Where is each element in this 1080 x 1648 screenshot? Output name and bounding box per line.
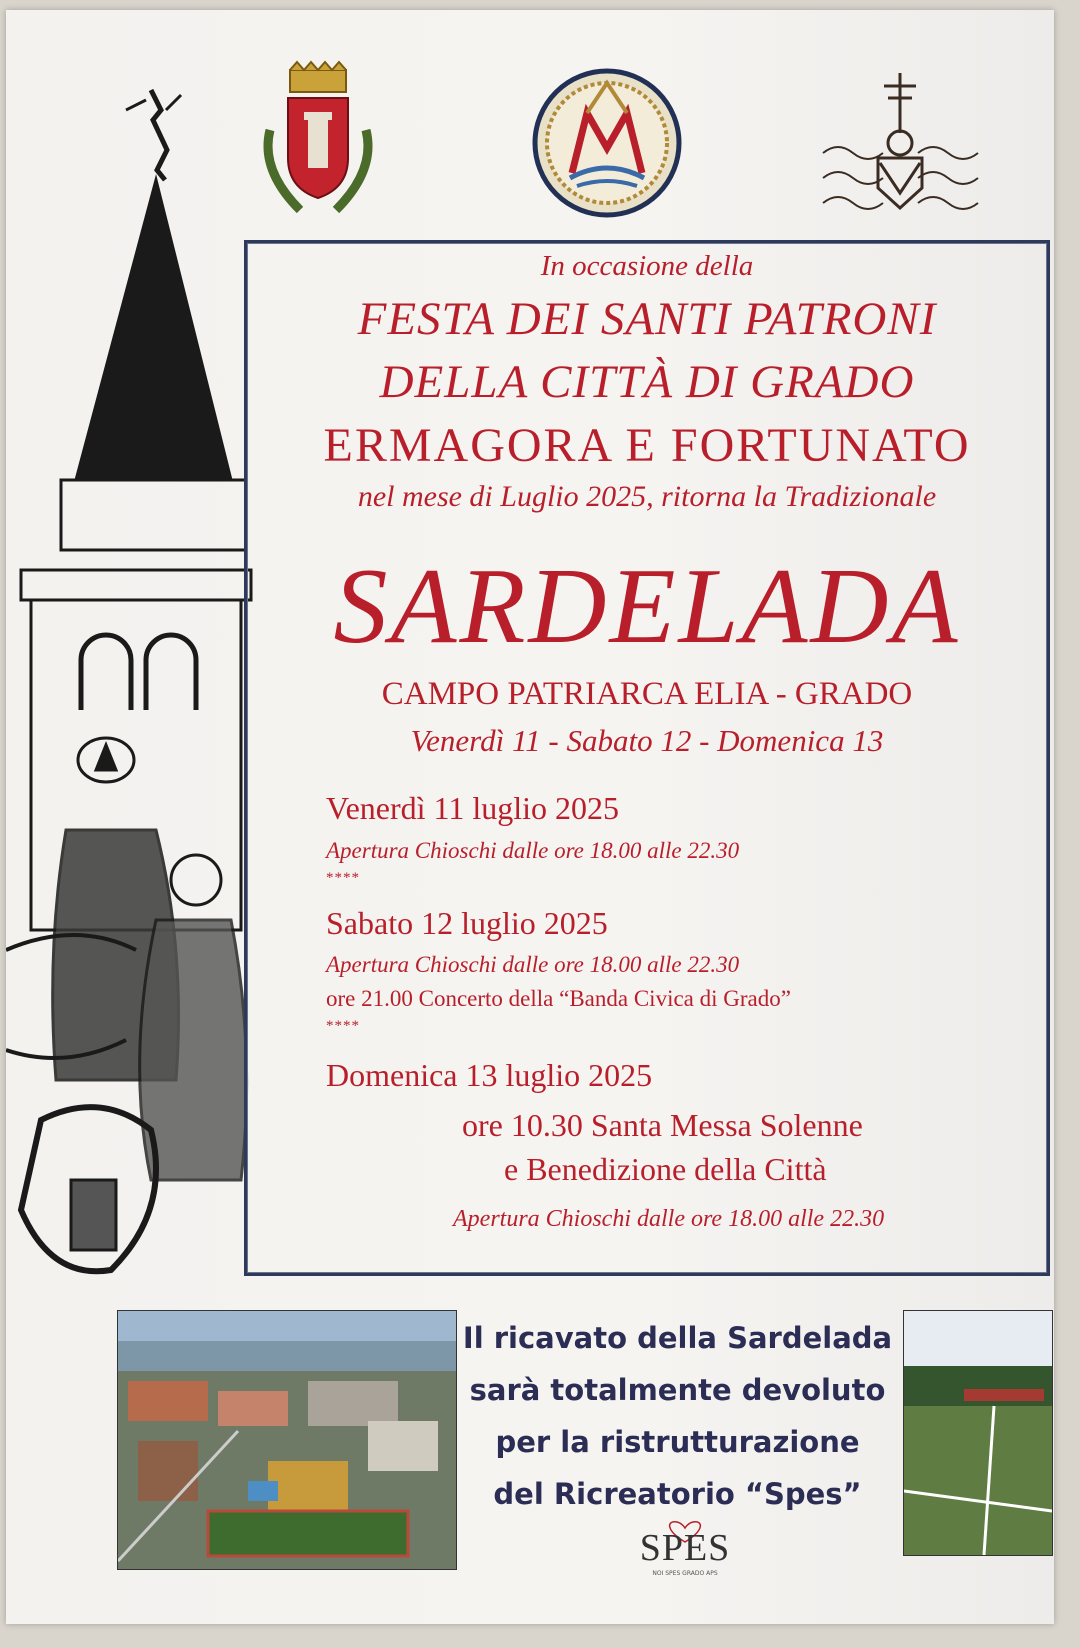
fundraising-line3: per la ristrutturazione <box>495 1425 860 1459</box>
tradition-line: nel mese di Luglio 2025, ritorna la Tradizionale <box>357 480 937 513</box>
spes-tagline: NOI SPES GRADO APS <box>652 1570 718 1577</box>
fundraising-line4: del Ricreatorio “Spes” <box>493 1477 862 1511</box>
bell-tower-illustration <box>6 70 256 1300</box>
sunday-heading: Domenica 13 luglio 2025 <box>326 1057 653 1093</box>
cross-monogram-icon <box>818 68 983 228</box>
town-crest-icon <box>258 60 378 220</box>
fundraising-block <box>450 1312 905 1520</box>
intro-line: In occasione della <box>540 250 754 282</box>
event-title: SARDELADA <box>333 547 961 666</box>
saturday-stars: **** <box>326 1018 360 1034</box>
fundraising-line1: Il ricavato della Sardelada <box>462 1321 893 1355</box>
field-photo <box>903 1310 1053 1556</box>
festa-title-line3: ERMAGORA E FORTUNATO <box>323 419 971 472</box>
festa-title-line2: DELLA CITTÀ DI GRADO <box>379 356 915 408</box>
friday-stars: **** <box>326 870 360 886</box>
fundraising-line2: sarà totalmente devoluto <box>469 1373 886 1407</box>
saturday-kiosks: Apertura Chioschi dalle ore 18.00 alle 22.30 <box>326 952 740 977</box>
sunday-blessing: e Benedizione della Città <box>504 1151 827 1187</box>
am-emblem-icon <box>532 68 682 218</box>
days-line: Venerdì 11 - Sabato 12 - Domenica 13 <box>410 723 884 758</box>
friday-heading: Venerdì 11 luglio 2025 <box>326 790 619 826</box>
aerial-photo <box>117 1310 457 1570</box>
location-line: CAMPO PATRIARCA ELIA - GRADO <box>381 676 913 712</box>
friday-kiosks: Apertura Chioschi dalle ore 18.00 alle 22.30 <box>326 838 740 863</box>
spes-word: SPES <box>639 1527 731 1569</box>
saturday-heading: Sabato 12 luglio 2025 <box>326 905 608 941</box>
festa-title-line1: FESTA DEI SANTI PATRONI <box>357 293 937 345</box>
spes-logo <box>625 1520 745 1577</box>
saturday-concert: ore 21.00 Concerto della “Banda Civica di Grado” <box>326 986 791 1011</box>
sunday-kiosks: Apertura Chioschi dalle ore 18.00 alle 22.30 <box>453 1206 885 1232</box>
sunday-mass: ore 10.30 Santa Messa Solenne <box>462 1107 863 1143</box>
